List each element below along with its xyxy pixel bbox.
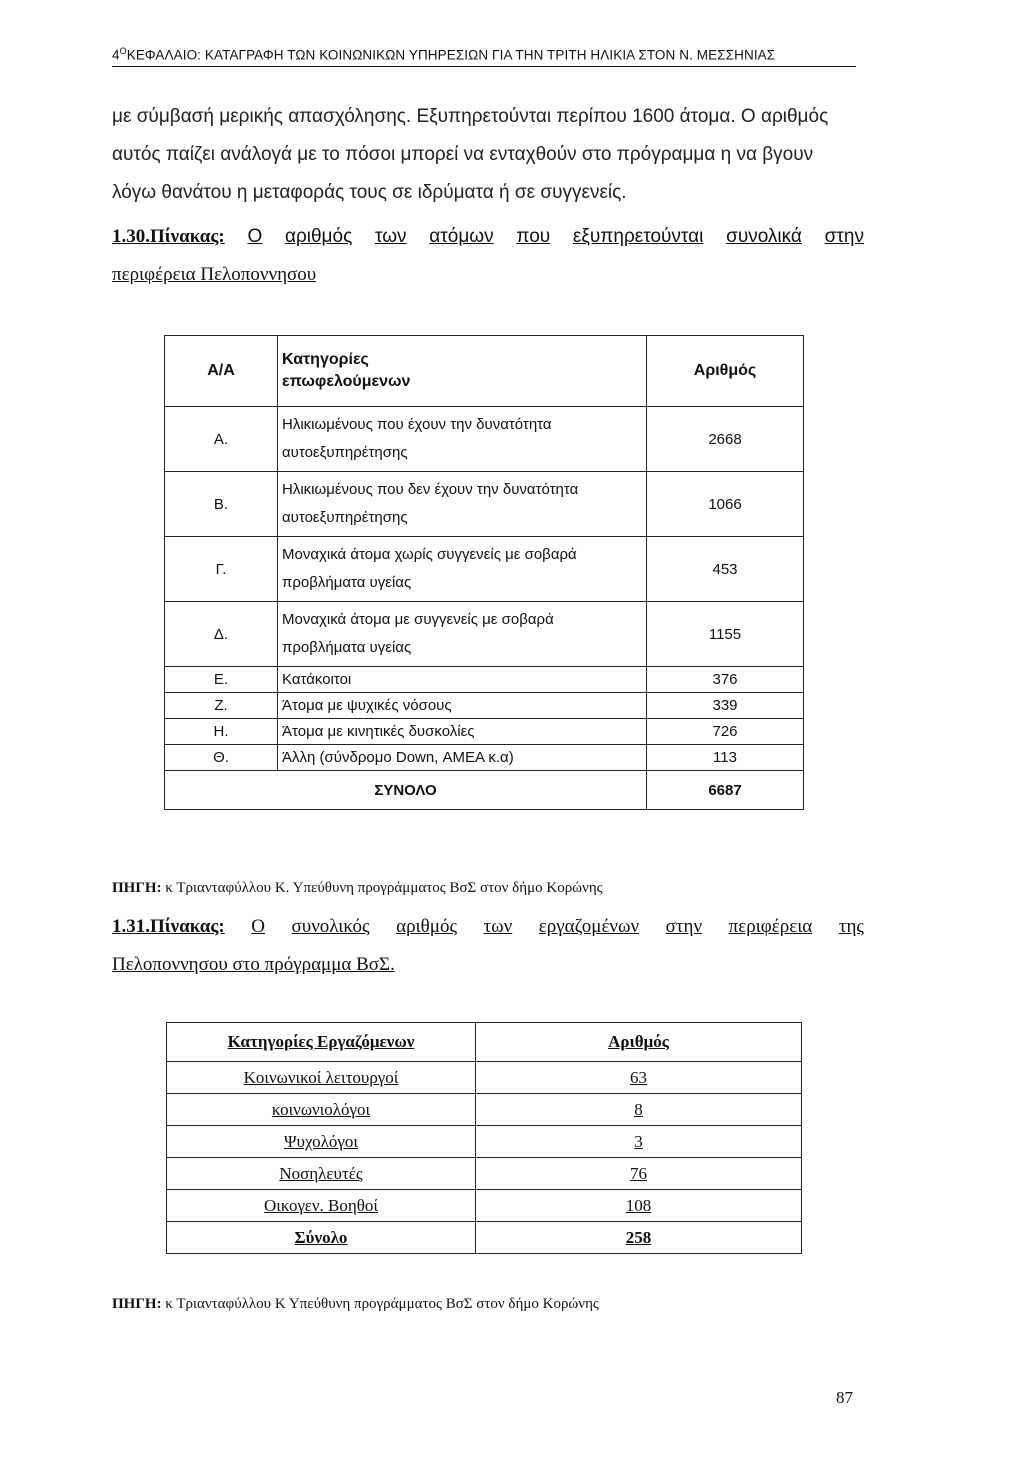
row-number: 63 xyxy=(476,1062,802,1094)
total-value: 258 xyxy=(476,1222,802,1254)
table-header-row xyxy=(165,336,804,407)
caption-word: των xyxy=(374,226,407,247)
row-aa: Ε. xyxy=(165,667,278,693)
table-header-row xyxy=(167,1023,802,1062)
caption-word: αριθμός xyxy=(396,916,457,937)
intro-line: με σύμβασή μερικής απασχόλησης. Εξυπηρετούνται περίπου 1600 άτομα. Ο αριθμός xyxy=(112,106,829,127)
table1-caption-line2: περιφέρεια Πελοποννησου xyxy=(112,264,317,285)
chapter-ordinal: Ο xyxy=(119,46,127,56)
table-total-row xyxy=(165,771,804,810)
table-row xyxy=(167,1126,802,1158)
row-aa: Α. xyxy=(165,407,278,472)
caption-word: αριθμός xyxy=(284,226,353,247)
caption-word: εργαζομένων xyxy=(538,916,640,937)
row-aa: Γ. xyxy=(165,537,278,602)
table-row xyxy=(165,745,804,771)
table-row xyxy=(165,693,804,719)
caption-word: στην xyxy=(824,226,864,247)
column-header-category: Κατηγορίες Εργαζόμενων xyxy=(167,1023,476,1062)
column-header-category xyxy=(278,336,647,407)
table1-number: 1.30. xyxy=(112,226,150,247)
category-line2: αυτοεξυπηρέτησης xyxy=(282,444,408,461)
running-header xyxy=(112,46,856,67)
table1-caption xyxy=(112,218,864,294)
row-category xyxy=(278,602,647,667)
source-text: κ Τριανταφύλλου Κ. Υπεύθυνη προγράμματος ΒσΣ στον δήμο Κορώνης xyxy=(161,880,603,896)
row-aa: Ζ. xyxy=(165,693,278,719)
row-number: 108 xyxy=(476,1190,802,1222)
table-row xyxy=(165,472,804,537)
category-line2: αυτοεξυπηρέτησης xyxy=(282,509,408,526)
row-category: κοινωνιολόγοι xyxy=(167,1094,476,1126)
table-row xyxy=(165,537,804,602)
column-header-aa: Α/Α xyxy=(165,336,278,407)
table-row xyxy=(167,1190,802,1222)
row-category xyxy=(278,537,647,602)
row-number: 76 xyxy=(476,1158,802,1190)
caption-word: των xyxy=(483,916,513,937)
column-header-number: Αριθμός xyxy=(476,1023,802,1062)
category-line2: προβλήματα υγείας xyxy=(282,574,412,591)
total-label: Σύνολο xyxy=(167,1222,476,1254)
caption-word: στην xyxy=(665,916,703,937)
caption-word: συνολικός xyxy=(291,916,370,937)
category-line1: Μοναχικά άτομα χωρίς συγγενείς με σοβαρά xyxy=(282,546,577,563)
table-row xyxy=(167,1158,802,1190)
category-line1: Ηλικιωμένους που δεν έχουν την δυνατότητα xyxy=(282,481,579,498)
chapter-title: ΚΕΦΑΛΑΙΟ: ΚΑΤΑΓΡΑΦΗ ΤΩΝ ΚΟΙΝΩΝΙΚΩΝ ΥΠΗΡΕΣΙΩΝ ΓΙΑ ΤΗΝ ΤΡΙΤΗ ΗΛΙΚΙΑ ΣΤΟΝ Ν. ΜΕΣΣΗΝΙΑΣ xyxy=(126,47,776,63)
row-category xyxy=(278,407,647,472)
caption-word: Ο xyxy=(251,916,265,937)
row-category: Άτομα με ψυχικές νόσους xyxy=(278,693,647,719)
table2-source xyxy=(112,1296,872,1313)
category-header-line2: επωφελούμενων xyxy=(282,373,411,390)
table-row xyxy=(165,719,804,745)
row-category: Κατάκοιτοι xyxy=(278,667,647,693)
row-category: Ψυχολόγοι xyxy=(167,1126,476,1158)
table-row xyxy=(165,667,804,693)
source-label: ΠΗΓΗ: xyxy=(112,880,162,896)
table1-source xyxy=(112,880,872,897)
table2-caption-line2: Πελοποννησου στο πρόγραμμα ΒσΣ. xyxy=(112,954,395,975)
caption-word: που xyxy=(516,226,551,247)
row-aa: Δ. xyxy=(165,602,278,667)
row-number: 339 xyxy=(647,693,804,719)
row-category xyxy=(278,472,647,537)
row-category: Άλλη (σύνδρομο Down, ΑΜΕΑ κ.α) xyxy=(278,745,647,771)
row-number: 1066 xyxy=(647,472,804,537)
row-category: Οικογεν. Βοηθοί xyxy=(167,1190,476,1222)
total-label: ΣΥΝΟΛΟ xyxy=(165,771,647,810)
category-header-line1: Κατηγορίες xyxy=(282,351,369,368)
category-line1: Μοναχικά άτομα με συγγενείς με σοβαρά xyxy=(282,611,554,628)
caption-word: περιφέρεια xyxy=(728,916,813,937)
row-aa: Η. xyxy=(165,719,278,745)
row-number: 8 xyxy=(476,1094,802,1126)
table-row xyxy=(167,1062,802,1094)
caption-word: συνολικά xyxy=(726,226,802,247)
table-total-row xyxy=(167,1222,802,1254)
table-row xyxy=(165,407,804,472)
row-number: 726 xyxy=(647,719,804,745)
row-number: 1155 xyxy=(647,602,804,667)
row-number: 113 xyxy=(647,745,804,771)
row-number: 453 xyxy=(647,537,804,602)
column-header-number: Αριθμός xyxy=(647,336,804,407)
row-category: Κοινωνικοί λειτουργοί xyxy=(167,1062,476,1094)
row-number: 3 xyxy=(476,1126,802,1158)
row-category: Άτομα με κινητικές δυσκολίες xyxy=(278,719,647,745)
table2-caption xyxy=(112,908,864,984)
table-row xyxy=(165,602,804,667)
intro-line: λόγω θανάτου η μεταφοράς τους σε ιδρύματα ή σε συγγενείς. xyxy=(112,182,627,203)
beneficiaries-table xyxy=(164,335,804,810)
caption-word: Ο xyxy=(247,226,263,247)
row-aa: Θ. xyxy=(165,745,278,771)
intro-paragraph xyxy=(112,98,862,212)
chapter-number: 4 xyxy=(112,47,120,63)
staff-table xyxy=(166,1022,802,1254)
row-category: Νοσηλευτές xyxy=(167,1158,476,1190)
table-row xyxy=(167,1094,802,1126)
caption-word: ατόμων xyxy=(429,226,494,247)
source-text: κ Τριανταφύλλου Κ Υπεύθυνη προγράμματος ΒσΣ στον δήμο Κορώνης xyxy=(161,1296,599,1312)
caption-word: εξυπηρετούνται xyxy=(572,226,704,247)
row-number: 2668 xyxy=(647,407,804,472)
caption-word: της xyxy=(838,916,864,937)
category-line1: Ηλικιωμένους που έχουν την δυνατότητα xyxy=(282,416,552,433)
table2-label: Πίνακας: xyxy=(150,916,225,937)
page-number: 87 xyxy=(836,1388,853,1407)
intro-line: αυτός παίζει ανάλογά με το πόσοι μπορεί να ενταχθούν στο πρόγραμμα η να βγουν xyxy=(112,144,814,165)
row-aa: Β. xyxy=(165,472,278,537)
source-label: ΠΗΓΗ: xyxy=(112,1296,162,1312)
total-value: 6687 xyxy=(647,771,804,810)
row-number: 376 xyxy=(647,667,804,693)
table2-number: 1.31. xyxy=(112,916,150,937)
table1-label: Πίνακας: xyxy=(150,226,225,247)
category-line2: προβλήματα υγείας xyxy=(282,639,412,656)
